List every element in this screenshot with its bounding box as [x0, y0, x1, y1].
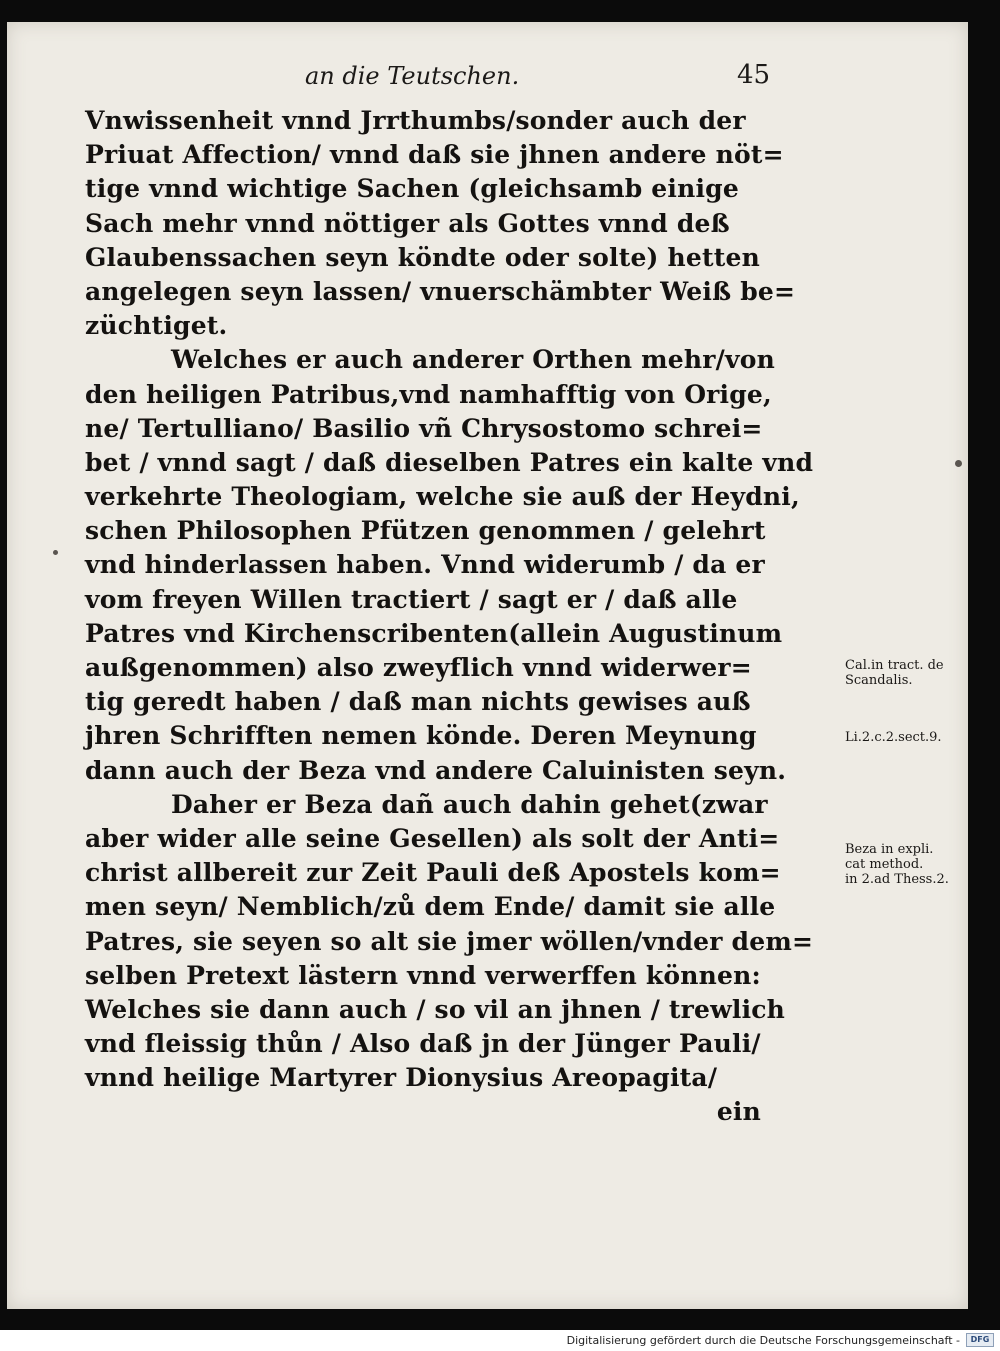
text-line: selben Pretext lästern vnnd verwerffen können: [85, 960, 761, 990]
text-line: tig geredt haben / daß man nichts gewises auß [85, 687, 751, 717]
text-line: verkehrte Theologiam, welche sie auß der Heydni, [85, 482, 800, 512]
running-head-title: an die Teutschen. [305, 62, 520, 90]
text-line: vnd fleissig thůn / Also daß jn der Jünger Pauli/ [85, 1029, 761, 1059]
text-line: Patres vnd Kirchenscribenten(allein Augustinum [85, 618, 783, 648]
paper-blemish [955, 460, 962, 467]
funding-credit: Digitalisierung gefördert durch die Deutsche Forschungsgemeinschaft - [566, 1334, 960, 1347]
text-line: vom freyen Willen tractiert / sagt er / daß alle [85, 584, 738, 614]
catchword: ein [716, 1097, 761, 1127]
text-line: Priuat Affection/ vnnd daß sie jhnen andere nöt= [85, 140, 784, 170]
dfg-logo-icon: DFG [966, 1333, 994, 1347]
text-line: angelegen seyn lassen/ vnuerschämbter Weiß be= [85, 276, 796, 306]
text-line: ne/ Tertulliano/ Basilio vñ Chrysostomo schrei= [85, 413, 763, 443]
marginal-note-reference: Li.2.c.2.sect.9. [845, 730, 942, 745]
text-line: den heiligen Patribus,vnd namhafftig von Orige, [85, 379, 772, 409]
text-line: Patres, sie seyen so alt sie jmer wöllen/vnder dem= [85, 926, 814, 956]
text-line: tige vnnd wichtige Sachen (gleichsamb einige [85, 174, 739, 204]
book-page [7, 22, 968, 1309]
marginal-note-calvin: Cal.in tract. de Scandalis. [845, 658, 944, 688]
text-line: vnd hinderlassen haben. Vnnd widerumb / da er [85, 550, 765, 580]
paragraph-start-line: Daher er Beza dañ auch dahin gehet(zwar [171, 789, 768, 819]
text-line: schen Philosophen Pfützen genommen / gelehrt [85, 516, 766, 546]
page-body [85, 60, 949, 1130]
text-line: men seyn/ Nemblich/zů dem Ende/ damit sie alle [85, 892, 776, 922]
page-number: 45 [737, 60, 771, 90]
text-line: Glaubenssachen seyn köndte oder solte) hetten [85, 242, 760, 272]
digitization-footer [0, 1330, 1000, 1351]
marginal-note-beza: Beza in expli. cat method. in 2.ad Thess.2. [845, 842, 949, 887]
text-line: aber wider alle seine Gesellen) als solt der Anti= [85, 823, 780, 853]
text-line: züchtiget. [85, 311, 228, 341]
text-line: jhren Schrifften nemen könde. Deren Meynung [85, 721, 757, 751]
paper-blemish [53, 550, 58, 555]
paragraph-start-line: Welches er auch anderer Orthen mehr/von [171, 345, 775, 375]
running-head [85, 62, 775, 104]
text-line: christ allbereit zur Zeit Pauli deß Apostels kom= [85, 858, 781, 888]
text-line: außgenommen) also zweyflich vnnd widerwer= [85, 653, 752, 682]
text-line: Welches sie dann auch / so vil an jhnen / trewlich [85, 994, 786, 1024]
text-line: Sach mehr vnnd nöttiger als Gottes vnnd deß [85, 208, 730, 238]
text-block [85, 104, 814, 1130]
text-line: bet / vnnd sagt / daß dieselben Patres ein kalte vnd [85, 447, 814, 477]
text-line: Vnwissenheit vnnd Jrrthumbs/sonder auch der [85, 106, 746, 135]
text-line: vnnd heilige Martyrer Dionysius Areopagita/ [85, 1063, 718, 1093]
text-line: dann auch der Beza vnd andere Caluinisten seyn. [85, 755, 787, 785]
